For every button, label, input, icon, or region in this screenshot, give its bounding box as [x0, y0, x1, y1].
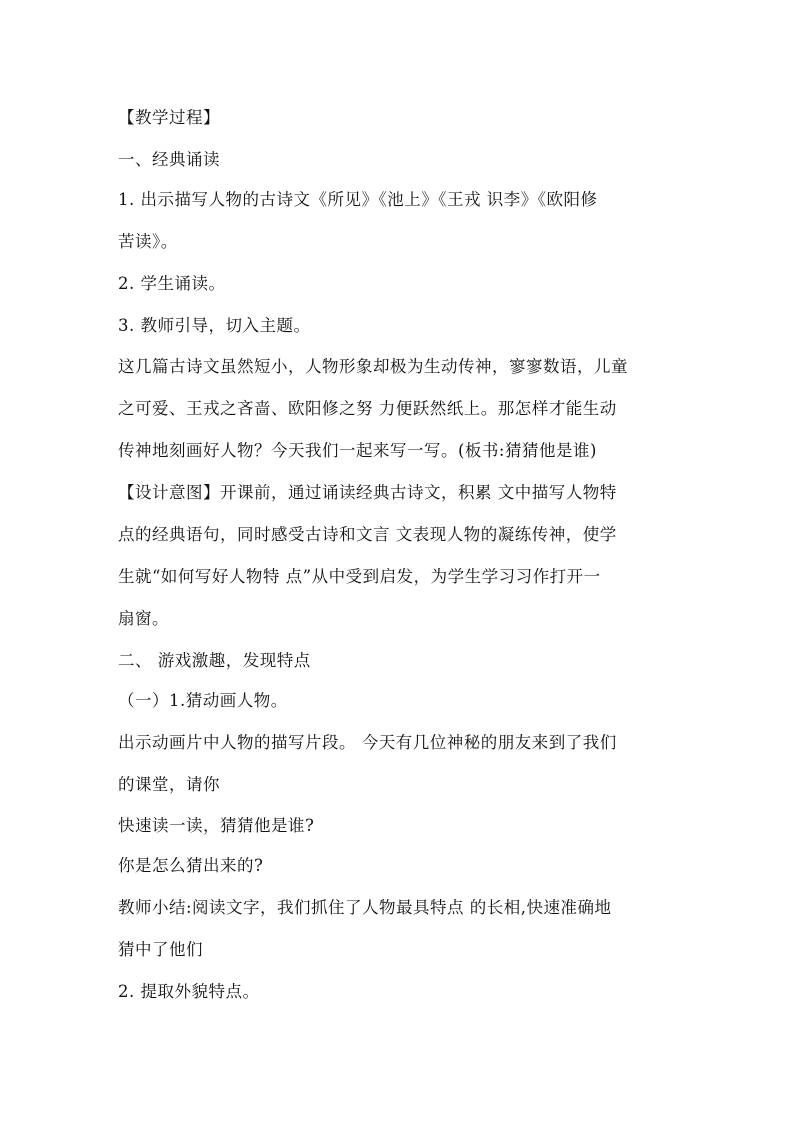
paragraph-line: 2. 学生诵读。: [118, 274, 226, 293]
paragraph-line: 1. 出示描写人物的古诗文《所见》《池上》《王戎 识李》《欧阳修: [118, 190, 598, 209]
subsection-heading: （一）1.猜动画人物。: [118, 691, 288, 710]
paragraph-line: 2. 提取外貌特点。: [118, 982, 260, 1001]
section-heading-game: 二、 游戏激趣，发现特点: [118, 651, 311, 670]
paragraph-line: 传神地刻画好人物？今天我们一起来写一写。(板书:猜猜他是谁): [118, 441, 597, 460]
design-intent-line: 生就“如何写好人物特 点”从中受到启发，为学生学习习作打开一: [118, 567, 601, 586]
section-heading-teaching-process: 【教学过程】: [118, 108, 220, 127]
paragraph-line: 这几篇古诗文虽然短小，人物形象却极为生动传神，寥寥数语，儿童: [118, 357, 628, 376]
paragraph-line: 3. 教师引导，切入主题。: [118, 316, 311, 335]
design-intent-line: 扇窗。: [118, 609, 169, 628]
paragraph-line: 苦读》。: [118, 232, 178, 251]
design-intent-line: 【设计意图】开课前，通过诵读经典古诗文，积累 文中描写人物特: [118, 483, 617, 502]
paragraph-line: 你是怎么猜出来的?: [118, 856, 264, 875]
design-intent-line: 点的经典语句，同时感受古诗和文言 文表现人物的凝练传神，使学: [118, 525, 617, 544]
paragraph-line: 猜中了他们: [118, 940, 203, 959]
paragraph-line: 之可爱、王戎之吝啬、欧阳修之努 力便跃然纸上。那怎样才能生动: [118, 399, 617, 418]
paragraph-line: 的课堂，请你: [118, 775, 220, 794]
paragraph-line: 快速读一读，猜猜他是谁?: [118, 816, 315, 835]
paragraph-line: 出示动画片中人物的描写片段。 今天有几位神秘的朋友来到了我们: [118, 733, 617, 752]
paragraph-line: 教师小结:阅读文字，我们抓住了人物最具特点 的长相,快速准确地: [118, 898, 612, 917]
section-heading-classic-reading: 一、经典诵读: [118, 150, 220, 169]
